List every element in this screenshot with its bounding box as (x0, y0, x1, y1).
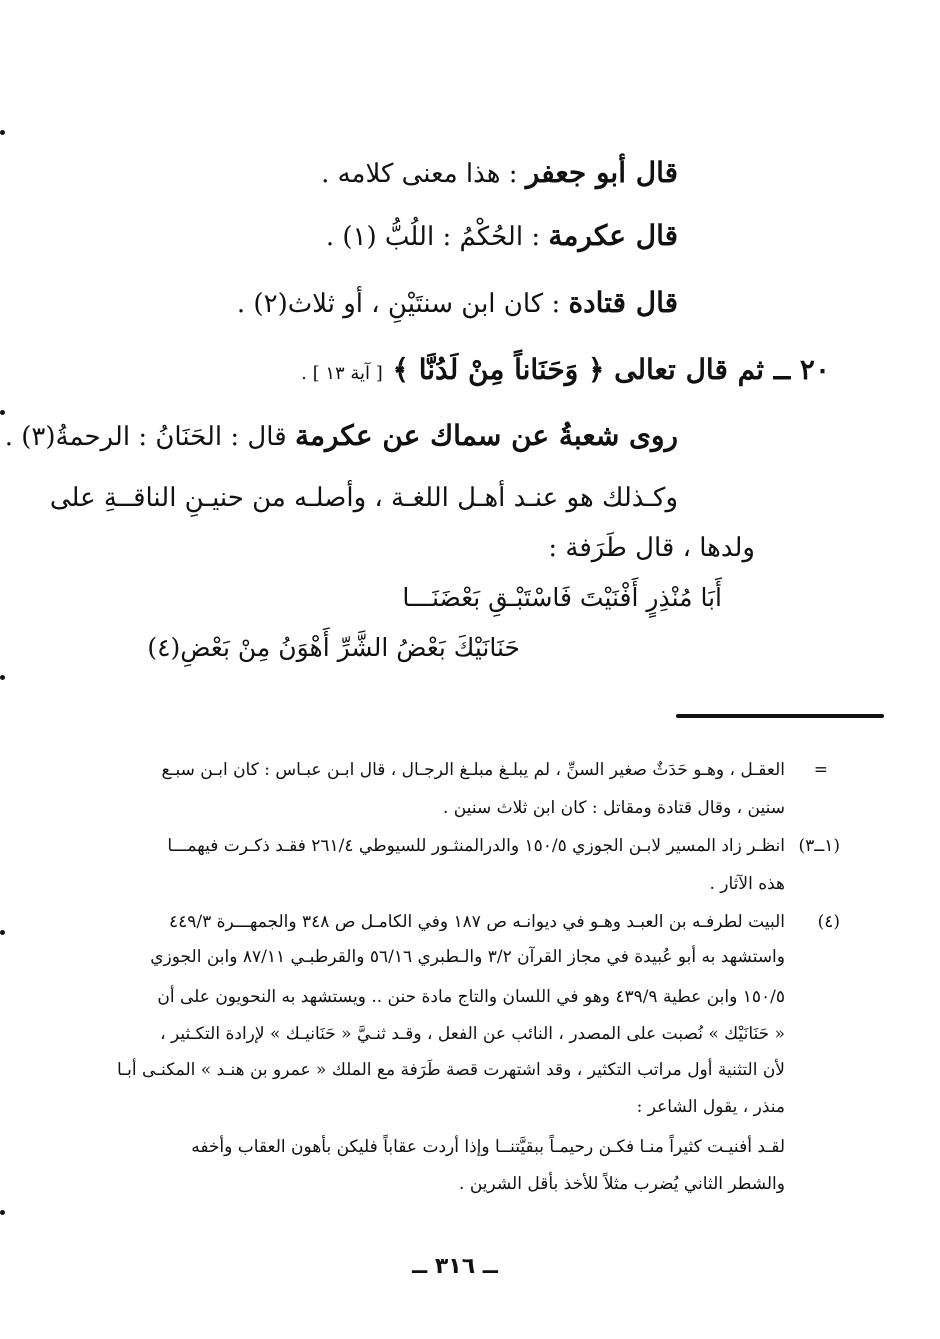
footnote-line (459, 1172, 785, 1196)
body-text: : كان ابن سنتَيْنِ ، أو ثلاث(٢) . (236, 289, 569, 319)
footnote-line (709, 872, 785, 896)
footnote-text: « حَنَانَيْك » نُصبت على المصدر ، النائب عن الفعل ، وقـد ثنـيَّ « حَنَانيـك » لإرادة التكـثير ، (160, 1024, 785, 1044)
body-line-1 (321, 155, 678, 192)
footnote-text: انظـر زاد المسير لابـن الجوزي ١٥٠/٥ والدرالمنثـور للسيوطي ٢٦١/٤ فقـد ذكـرت فيهمـــا (167, 836, 785, 856)
body-text: : هذا معنى كلامه . (321, 159, 526, 189)
footnote-line (157, 985, 785, 1009)
footnote-number (818, 910, 840, 934)
footnote-text: البيت لطرفـه بن العبـد وهـو في ديوانـه ص ١٨٧ وفي الكامـل ص ٣٤٨ والجمهـــرة ٤٤٩/٣ (168, 912, 785, 932)
footnote-text: لأن التثنية أول مراتب التكثير ، وقد اشتهرت قصة طَرَفة مع الملك « عمرو بن هنـد » المكنـى أبـا (116, 1060, 785, 1080)
margin-mark (0, 675, 5, 680)
verse-reference: [ آية ١٣ ] . (301, 363, 383, 384)
footnote-line (160, 1022, 785, 1046)
footnote-text: ١٥٠/٥ وابن عطية ٤٣٩/٩ وهو في اللسان والتاج مادة حنن .. ويستشهد به النحويون على أن (157, 987, 785, 1007)
poem-verse-1 (402, 580, 722, 616)
body-line-2 (326, 218, 678, 255)
footnote-text: هذه الآثار . (709, 874, 785, 894)
body-line-3 (237, 285, 678, 322)
footnote-line (167, 834, 785, 858)
footnote-text: العقـل ، وهـو حَدَثٌ صغير السنِّ ، لم يبلـغ مبلـغ الرجـال ، قال ابـن عبـاس : كان ابـن سبـع (161, 760, 785, 780)
footnote-text: والشطر الثاني يُضرب مثلاً للأخذ بأقل الشرين . (459, 1174, 785, 1194)
margin-mark (0, 930, 5, 935)
section-heading: ٢٠ ــ ثم قال تعالى (614, 353, 830, 386)
verse-text: حَنَانَيْكَ بَعْضُ الشَّرِّ أَهْوَنُ مِنْ بَعْضِ(٤) (147, 633, 520, 662)
footnote-text: واستشهد به أبو عُبيدة في مجاز القرآن ٣/٢ والـطبري ٥٦/١٦ والقرطبـي ٨٧/١١ وابن الجوزي (150, 947, 785, 967)
body-line-5 (5, 418, 678, 455)
footnote-number (798, 834, 840, 858)
body-text: وكـذلك هو عنـد أهـل اللغـة ، وأصلـه من حنيـنِ الناقــةِ على (49, 483, 678, 513)
margin-mark (0, 130, 5, 135)
footnote-line (117, 1058, 785, 1082)
continuation-sign: = (813, 760, 828, 780)
footnote-text: منذر ، يقول الشاعر : (636, 1097, 785, 1117)
footnote-line (150, 945, 785, 969)
footnote-ref: (٤) (817, 912, 840, 932)
body-text: ولدها ، قال طَرَفة : (548, 533, 755, 563)
footnote-text: لقـد أفنيـت كثيراً منـا فكـن رحيمـاً ببقيَّتنــا وإذا أردت عقاباً فليكن بأهون العقاب وأخفه (191, 1137, 785, 1157)
narrator-chain: روى شعبةُ عن سماك عن عكرمة (294, 419, 678, 452)
footnote-line (191, 1135, 785, 1159)
page-number: ــ ٣١٦ ــ (412, 1254, 498, 1279)
body-line-7 (548, 530, 755, 566)
body-line-4 (301, 352, 830, 392)
speaker-name: قال أبو جعفر (525, 156, 678, 189)
speaker-name: قال قتادة (568, 286, 678, 319)
body-line-6 (50, 480, 678, 516)
poem-verse-2 (147, 630, 520, 666)
footnote-line (161, 758, 785, 782)
margin-mark (0, 410, 5, 415)
margin-mark (0, 1210, 5, 1215)
quran-quote: ﴿ وَحَنَاناً مِنْ لَدُنَّا ﴾ (382, 353, 615, 386)
footnote-separator (676, 714, 884, 718)
verse-text: أَبَا مُنْذِرٍ أَفْنَيْتَ فَاسْتَبْـقِ بَعْضَنَـــا (402, 583, 722, 612)
footnote-continuation-marker (814, 758, 828, 782)
speaker-name: قال عكرمة (548, 219, 678, 252)
footnote-text: سنين ، وقال قتادة ومقاتل : كان ابن ثلاث سنين . (442, 798, 785, 818)
footnote-line (169, 910, 785, 934)
footnote-line (637, 1095, 785, 1119)
footnote-ref: (١ــ٣) (798, 836, 840, 856)
footnote-line (443, 796, 785, 820)
body-text: : الحُكْمُ : اللُبُّ (١) . (325, 222, 549, 252)
body-text: قال : الحَنَانُ : الرحمةُ(٣) . (4, 422, 295, 452)
